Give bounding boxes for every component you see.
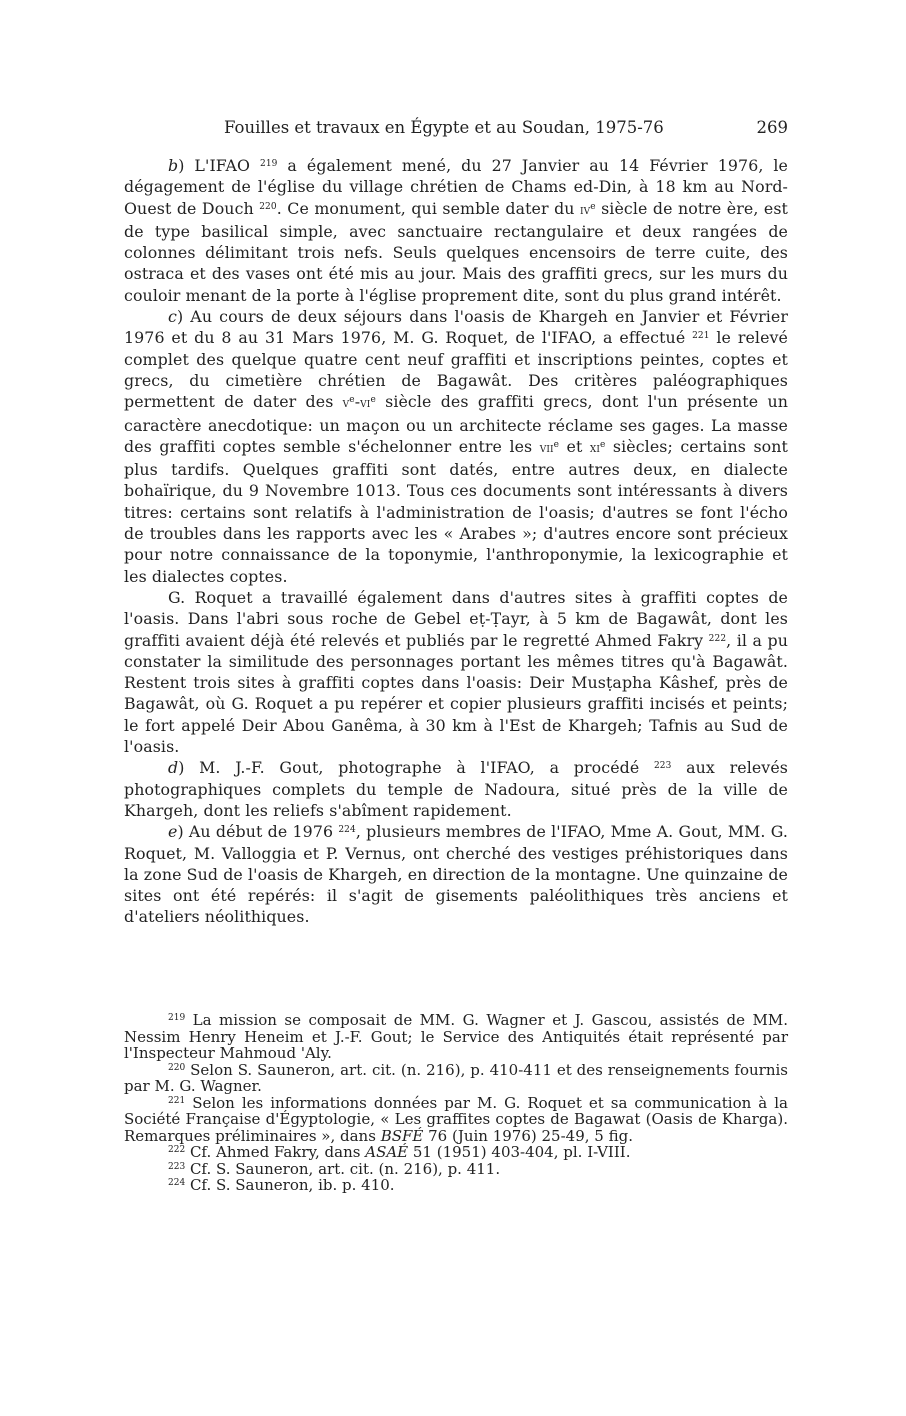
ordinal-suffix: e: [370, 395, 376, 406]
footnote-ref[interactable]: 223: [653, 761, 672, 772]
text: , plusieurs membres de l'IFAO, Mme A. Gout, MM. G. Roquet, M. Valloggia et P. Vernus, ont cherché des vestiges préhistoriques dans la zone Sud de l'oasis de Khargeh, en direction de la montagne. Une quinzaine de sites ont été repérés: il s'agit de gisements paléolithiques très anciens et d'ateliers néolithiques.: [124, 822, 789, 927]
century-numeral: v: [342, 396, 350, 412]
century-numeral: vi: [360, 396, 371, 412]
text: Selon S. Sauneron, art. cit. (n. 216), p. 410-411 et des renseignements fournis par M. G. Wagner.: [124, 1060, 788, 1095]
text: Cf. S. Sauneron, ib. p. 410.: [185, 1176, 395, 1194]
text: . Ce monument, qui semble dater du: [276, 198, 580, 218]
footnote-number: 224: [168, 1178, 186, 1188]
paragraph-roquet: [124, 587, 788, 757]
journal-abbrev: BSFÉ: [380, 1126, 424, 1145]
item-letter: d: [168, 758, 179, 778]
text: ) Au début de 1976: [177, 822, 334, 842]
footnote-222: [124, 1144, 788, 1161]
paragraph-c: [124, 306, 788, 587]
text: le relevé complet des quelque quatre cent neuf graffiti et inscriptions peintes, coptes et grecs, du cimetière chrétien de Bagawât. Des critères paléographiques permettent de dater des: [124, 328, 789, 412]
text: G. Roquet a travaillé également dans d'autres sites à graffiti coptes de l'oasis. Dans l'abri sous roche de Gebel eṭ-Ṭayr, à 5 km de Bagawât, dont les graffiti avaient déjà été relevés et publiés par le regretté Ahmed Fakry: [124, 587, 788, 650]
century-numeral: xi: [589, 440, 601, 456]
text: siècles; certains sont plus tardifs. Quelques graffiti sont datés, entre autres deux, en dialecte bohaïrique, du 9 Novembre 1013. Tous ces documents sont intéressants à divers titres: certains sont relatifs à l'administration de l'oasis; d'autres se font l'écho de troubles dans les rapports avec les « Arabes »; d'autres encore sont précieux pour notre connaissance de la toponymie, l'anthroponymie, la lexicographie et les dialectes coptes.: [124, 436, 788, 586]
item-letter: b: [168, 156, 179, 175]
footnote-219: [124, 1012, 788, 1062]
century-numeral: iv: [579, 202, 591, 218]
item-letter: e: [168, 822, 178, 842]
text: 76 (Juin 1976) 25-49, 5 fig.: [423, 1126, 633, 1145]
footnote-ref[interactable]: 219: [260, 159, 278, 169]
footnote-number: 219: [168, 1013, 186, 1023]
footnote-ref[interactable]: 222: [708, 633, 727, 644]
footnote-224: [124, 1177, 788, 1194]
ordinal-suffix: e: [600, 439, 606, 450]
main-text: [124, 155, 788, 928]
footnote-ref[interactable]: 221: [692, 331, 710, 342]
text: ) L'IFAO: [178, 156, 251, 175]
text: aux relevés photographiques complets du temple de Nadoura, situé près de la ville de Khargeh, dont les reliefs s'abîment rapidement.: [124, 758, 788, 820]
text: , il a pu constater la similitude des personnages portant les mêmes titres qu'à Bagawât. Restent trois sites à graffiti coptes dans l'oasis: Deir Musṭapha Kâshef, près de Bagawât, où G. Roquet a pu repérer et copier plusieurs graffiti incisés et peints; le fort appelé Deir Abou Ganêma, à 30 km à l'Est de Khargeh; Tafnis au Sud de l'oasis.: [124, 630, 789, 757]
footnote-221: [124, 1095, 788, 1145]
text: ) Au cours de deux séjours dans l'oasis de Khargeh en Janvier et Février 1976 et du 8 au 31 Mars 1976, M. G. Roquet, de l'IFAO, a effectué: [124, 307, 788, 348]
text: Cf. S. Sauneron, art. cit. (n. 216), p. 411.: [185, 1159, 501, 1178]
text: Selon les informations données par M. G. Roquet et sa communication à la Société Française d'Égyptologie, « Les graffites coptes de Bagawat (Oasis de Kharga). Remarques préliminaires », dans: [124, 1093, 788, 1145]
text: siècle de notre ère, est de type basilical simple, avec sanctuaire rectangulaire et deux rangées de colonnes délimitant trois nefs. Seuls quelques encensoirs de terre cuite, des ostraca et des vases ont été mis au jour. Mais des graffiti grecs, sur les murs du couloir menant de la porte à l'église proprement dite, sont du plus grand intérêt.: [124, 198, 788, 305]
footnotes: [124, 1012, 788, 1194]
footnote-number: 223: [168, 1161, 186, 1172]
text: Cf. Ahmed Fakry, dans: [185, 1143, 366, 1161]
footnote-220: [124, 1062, 788, 1095]
footnote-ref[interactable]: 224: [338, 825, 356, 836]
paragraph-d: [124, 757, 788, 821]
footnote-ref[interactable]: 220: [259, 201, 277, 212]
running-title: Fouilles et travaux en Égypte et au Soudan, 1975-76: [224, 118, 664, 137]
journal-abbrev: ASAÉ: [365, 1143, 409, 1161]
item-letter: c: [168, 307, 177, 327]
text: 51 (1951) 403-404, pl. I-VIII.: [408, 1143, 631, 1161]
text: siècle des graffiti grecs, dont l'un présente un caractère anecdotique: un maçon ou un architecte réclame ses gages. La masse des graffiti coptes semble s'échelonner entre les: [124, 392, 788, 456]
ordinal-suffix: e: [590, 201, 596, 212]
ordinal-suffix: e: [349, 395, 355, 406]
page-number: 269: [756, 118, 788, 137]
text: La mission se composait de MM. G. Wagner et J. Gascou, assistés de MM. Nessim Henry Heneim et J.-F. Gout; le Service des Antiquités était représenté par l'Inspecteur Mahmoud 'Aly.: [124, 1011, 788, 1062]
footnote-223: [124, 1161, 788, 1178]
text: -: [354, 392, 361, 412]
text: ) M. J.-F. Gout, photographe à l'IFAO, a procédé: [178, 758, 640, 778]
text: a également mené, du 27 Janvier au 14 Février 1976, le dégagement de l'église du village chrétien de Chams ed-Din, à 18 km au Nord-Ouest de Douch: [124, 156, 789, 218]
footnote-number: 221: [168, 1095, 186, 1106]
ordinal-suffix: e: [553, 439, 560, 450]
footnote-number: 220: [168, 1062, 186, 1073]
paragraph-b: [124, 155, 788, 306]
paragraph-e: [124, 821, 788, 927]
footnote-number: 222: [168, 1145, 186, 1155]
text: et: [559, 436, 590, 456]
century-numeral: vii: [539, 440, 554, 456]
